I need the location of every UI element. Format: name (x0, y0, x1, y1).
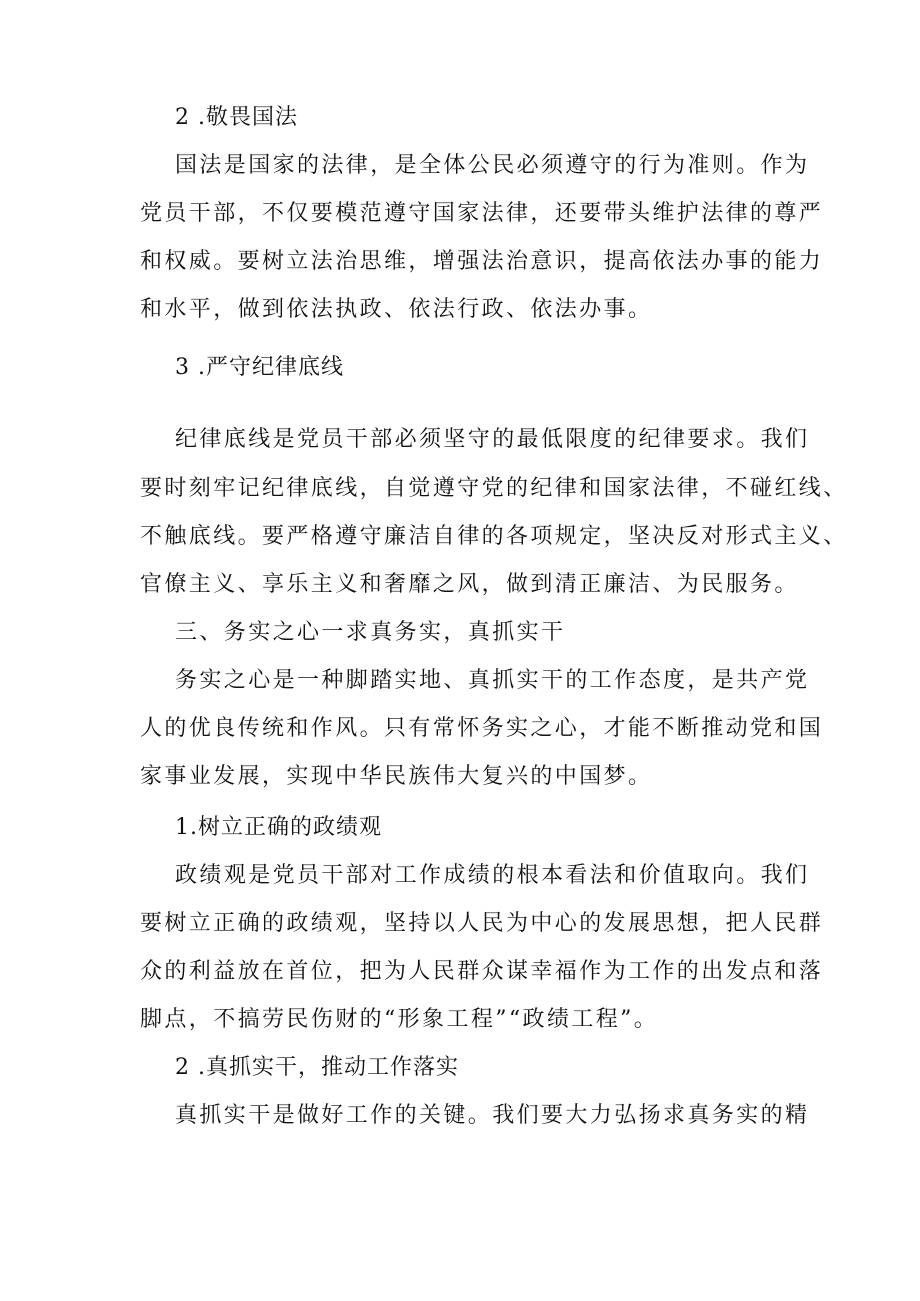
paragraph-line: 纪律底线是党员干部必须坚守的最低限度的纪律要求。我们 (175, 427, 810, 452)
paragraph-line: 和水平，做到依法执政、依法行政、依法办事。 (140, 297, 653, 322)
paragraph-line: 真抓实干是做好工作的关键。我们要大力弘扬求真务实的精 (175, 1103, 810, 1128)
paragraph-line: 要树立正确的政绩观，坚持以人民为中心的发展思想，把人民群 (140, 911, 824, 936)
heading-work-implementation: 2 .真抓实干，推动工作落实 (175, 1055, 459, 1080)
paragraph-line: 家事业发展，实现中华民族伟大复兴的中国梦。 (140, 764, 653, 789)
paragraph-line: 不触底线。要严格遵守廉洁自律的各项规定，坚决反对形式主义、 (140, 524, 848, 549)
paragraph-line: 务实之心是一种脚踏实地、真抓实干的工作态度，是共产党 (175, 668, 810, 693)
heading-revere-national-law: 2 .敬畏国法 (175, 105, 298, 130)
paragraph-line: 要时刻牢记纪律底线，自觉遵守党的纪律和国家法律，不碰红线、 (140, 476, 848, 501)
paragraph-line: 和权威。要树立法治思维，增强法治意识，提高依法办事的能力 (140, 249, 824, 274)
paragraph-line: 国法是国家的法律，是全体公民必须遵守的行为准则。作为 (175, 153, 810, 178)
paragraph-line: 人的优良传统和作风。只有常怀务实之心，才能不断推动党和国 (140, 716, 824, 741)
heading-discipline-bottom-line: 3 .严守纪律底线 (175, 355, 344, 380)
paragraph-line: 脚点，不搞劳民伤财的“形象工程”“政绩工程”。 (140, 1007, 659, 1032)
heading-performance-view: 1.树立正确的政绩观 (175, 815, 382, 840)
section-title-pragmatic-heart: 三、务实之心一求真务实，真抓实干 (175, 620, 566, 645)
paragraph-line: 官僚主义、享乐主义和奢靡之风，做到清正廉洁、为民服务。 (140, 572, 799, 597)
paragraph-line: 政绩观是党员干部对工作成绩的根本看法和价值取向。我们 (175, 863, 810, 888)
paragraph-line: 党员干部，不仅要模范遵守国家法律，还要带头维护法律的尊严 (140, 201, 824, 226)
paragraph-line: 众的利益放在首位，把为人民群众谋幸福作为工作的出发点和落 (140, 959, 824, 984)
